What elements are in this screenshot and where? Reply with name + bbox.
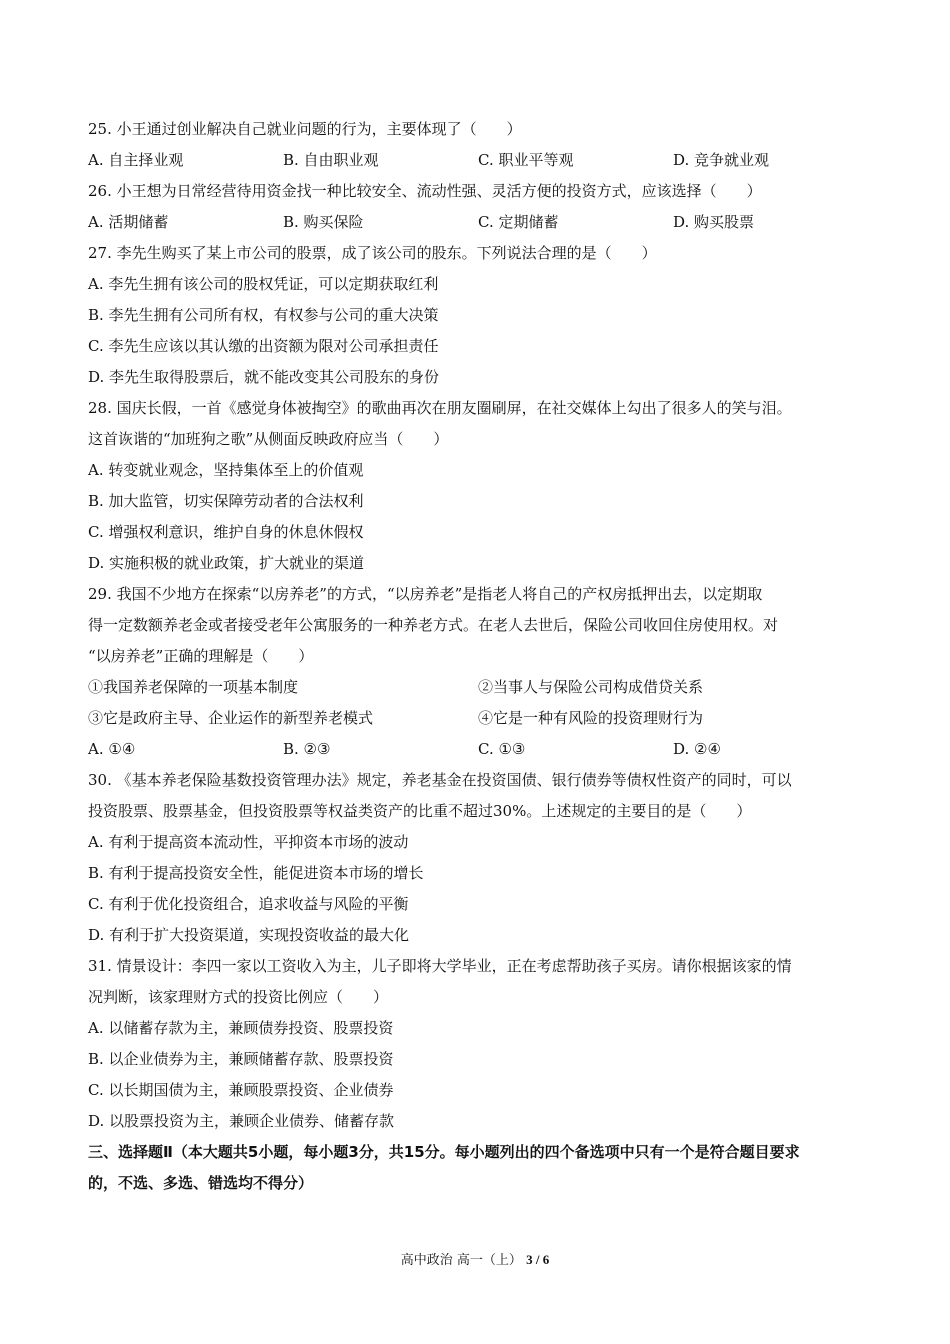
question-stem-line-3: “以房养老”正确的理解是（ ）	[88, 647, 314, 665]
option-c: C. 有利于优化投资组合，追求收益与风险的平衡	[88, 895, 409, 913]
statement-3: ③它是政府主导、企业运作的新型养老模式	[88, 709, 374, 727]
option-c: C. 定期储蓄	[478, 213, 559, 231]
question-stem-line-2: 况判断，该家理财方式的投资比例应（ ）	[88, 988, 389, 1006]
options-row	[88, 734, 868, 765]
questions	[88, 114, 868, 1199]
option-b: B. 自由职业观	[283, 151, 379, 169]
option-b: B. 以企业债券为主，兼顾储蓄存款、股票投资	[88, 1050, 394, 1068]
option-a: A. 活期储蓄	[88, 213, 169, 231]
question-26	[88, 176, 868, 238]
section-heading-line-2: 的，不选、多选、错选均不得分）	[88, 1174, 314, 1192]
footer-subject: 高中政治 高一（上）	[400, 1253, 522, 1268]
option-d: D. 以股票投资为主，兼顾企业债券、储蓄存款	[88, 1112, 395, 1130]
question-stem-line-2: 得一定数额养老金或者接受老年公寓服务的一种养老方式。在老人去世后，保险公司收回住房使用权。对	[88, 616, 779, 634]
question-28	[88, 393, 868, 579]
question-31	[88, 951, 868, 1137]
statement-1: ①我国养老保障的一项基本制度	[88, 678, 299, 696]
option-c: C. 李先生应该以其认缴的出资额为限对公司承担责任	[88, 337, 439, 355]
option-d: D. 购买股票	[673, 213, 755, 231]
option-a: A. 转变就业观念，坚持集体至上的价值观	[88, 461, 364, 479]
section-heading-line-1: 三、选择题Ⅱ（本大题共5小题，每小题3分，共15分。每小题列出的四个备选项中只有一个是符合题目要求	[88, 1143, 800, 1161]
question-stem-line-1: 31. 情景设计：李四一家以工资收入为主，儿子即将大学毕业，正在考虑帮助孩子买房。请你根据该家的情	[88, 957, 792, 975]
options-row	[88, 207, 868, 238]
options-row	[88, 145, 868, 176]
statements-row	[88, 703, 868, 734]
section-heading	[88, 1137, 868, 1199]
option-a: A. 有利于提高资本流动性，平抑资本市场的波动	[88, 833, 409, 851]
option-d: D. 竞争就业观	[673, 151, 770, 169]
question-27	[88, 238, 868, 393]
option-d: D. 实施积极的就业政策，扩大就业的渠道	[88, 554, 365, 572]
option-c: C. ①③	[478, 740, 526, 758]
option-c: C. 职业平等观	[478, 151, 574, 169]
question-stem-line-1: 30. 《基本养老保险基数投资管理办法》规定，养老基金在投资国债、银行债券等债权性资产的同时，可以	[88, 771, 792, 789]
option-d: D. 有利于扩大投资渠道，实现投资收益的最大化	[88, 926, 410, 944]
question-29	[88, 579, 868, 765]
question-stem: 27. 李先生购买了某上市公司的股票，成了该公司的股东。下列说法合理的是（ ）	[88, 244, 657, 262]
option-d: D. 李先生取得股票后，就不能改变其公司股东的身份	[88, 368, 440, 386]
option-a: A. 李先生拥有该公司的股权凭证，可以定期获取红利	[88, 275, 439, 293]
question-stem-line-1: 28. 国庆长假，一首《感觉身体被掏空》的歌曲再次在朋友圈刷屏，在社交媒体上勾出了很多人的笑与泪。	[88, 399, 792, 417]
option-a: A. 以储蓄存款为主，兼顾债券投资、股票投资	[88, 1019, 394, 1037]
question-stem-line-1: 29. 我国不少地方在探索“以房养老”的方式，“以房养老”是指老人将自己的产权房抵押出去，以定期取	[88, 585, 763, 603]
question-stem: 25. 小王通过创业解决自己就业问题的行为，主要体现了（ ）	[88, 120, 522, 138]
option-d: D. ②④	[673, 740, 721, 758]
option-b: B. 加大监管，切实保障劳动者的合法权利	[88, 492, 364, 510]
statement-4: ④它是一种有风险的投资理财行为	[478, 709, 704, 727]
question-stem-line-2: 这首诙谐的“加班狗之歌”从侧面反映政府应当（ ）	[88, 430, 449, 448]
option-b: B. 有利于提高投资安全性，能促进资本市场的增长	[88, 864, 424, 882]
option-c: C. 增强权利意识，维护自身的休息休假权	[88, 523, 364, 541]
statements-row	[88, 672, 868, 703]
page-number: 3 / 6	[526, 1252, 550, 1267]
option-b: B. 购买保险	[283, 213, 364, 231]
page-footer	[0, 1249, 950, 1268]
question-stem-line-2: 投资股票、股票基金，但投资股票等权益类资产的比重不超过30%。上述规定的主要目的是（ ）	[88, 802, 752, 820]
option-b: B. 李先生拥有公司所有权，有权参与公司的重大决策	[88, 306, 439, 324]
question-25	[88, 114, 868, 176]
statement-2: ②当事人与保险公司构成借贷关系	[478, 678, 704, 696]
option-a: A. 自主择业观	[88, 151, 184, 169]
option-c: C. 以长期国债为主，兼顾股票投资、企业债券	[88, 1081, 394, 1099]
option-b: B. ②③	[283, 740, 331, 758]
question-30	[88, 765, 868, 951]
option-a: A. ①④	[88, 740, 136, 758]
question-stem: 26. 小王想为日常经营待用资金找一种比较安全、流动性强、灵活方便的投资方式，应该选择（ ）	[88, 182, 762, 200]
